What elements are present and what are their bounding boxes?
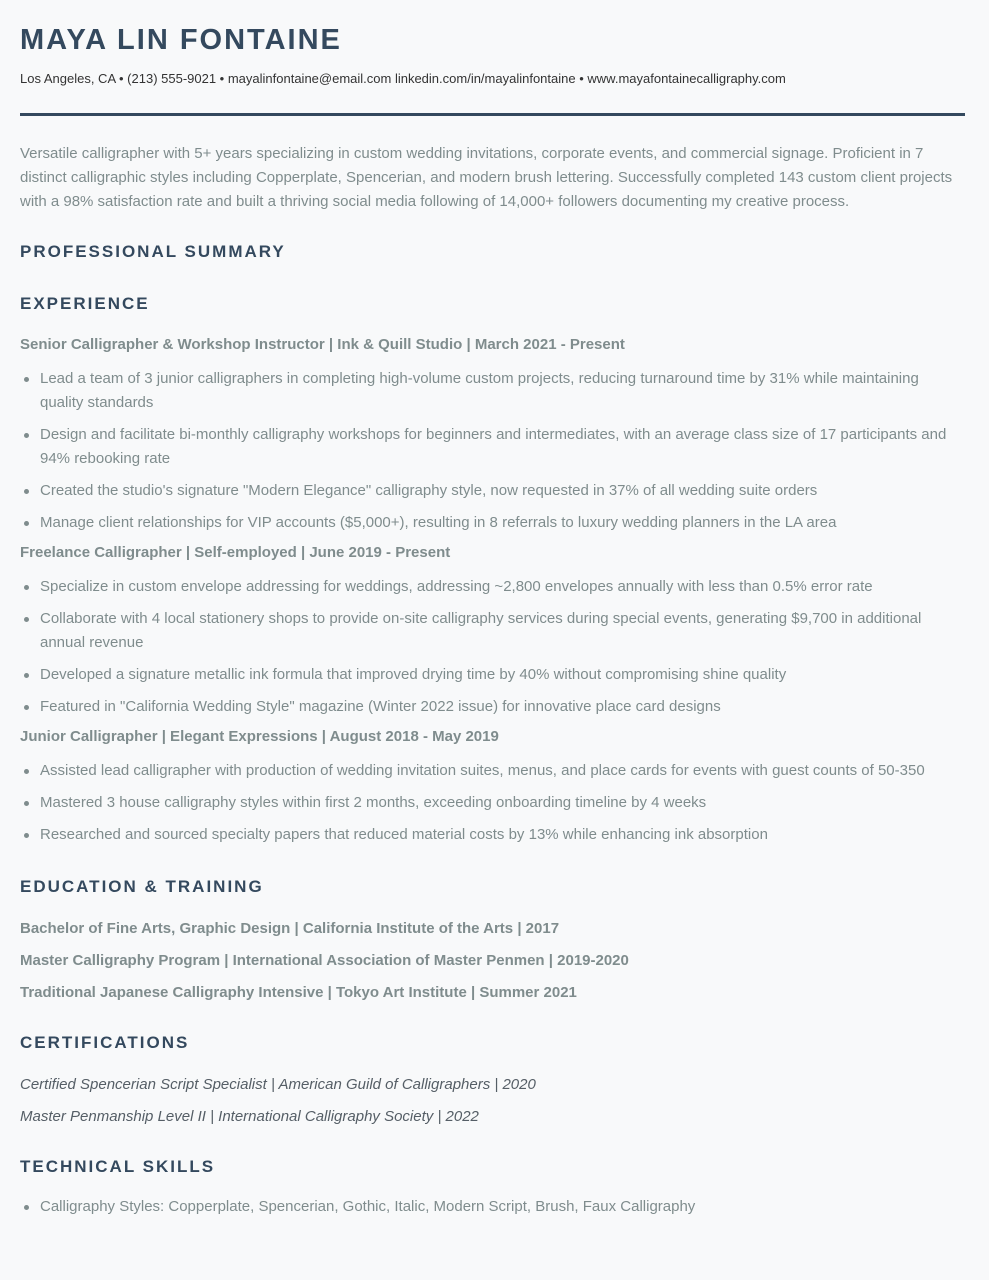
list-item: Developed a signature metallic ink formula that improved drying time by 40% without compromising shine quality — [20, 663, 965, 687]
job-entry — [20, 727, 969, 847]
certification-list — [20, 1075, 969, 1127]
job-bullets — [20, 759, 969, 847]
certification-item: Master Penmanship Level II | International Calligraphy Society | 2022 — [20, 1108, 479, 1125]
section-title-technical-skills: TECHNICAL SKILLS — [20, 1157, 216, 1176]
job-entry — [20, 543, 969, 719]
summary-paragraph: Versatile calligrapher with 5+ years specializing in custom wedding invitations, corporate events, and commercial signage. Proficient in 7 distinct calligraphic styles including Copperplate, Spencerian, and modern brush lettering. Successfully completed 143 custom client projects with a 98% satisfaction rate and built a thriving social media following of 14,000+ followers documenting my creative process. — [20, 145, 953, 210]
job-title: Senior Calligrapher & Workshop Instructor | Ink & Quill Studio | March 2021 - Present — [20, 336, 625, 353]
section-title-education: EDUCATION & TRAINING — [20, 877, 264, 896]
list-item: Assisted lead calligrapher with production of wedding invitation suites, menus, and place cards for events with guest counts of 50-350 — [20, 759, 965, 783]
list-item: Featured in "California Wedding Style" magazine (Winter 2022 issue) for innovative place card designs — [20, 695, 965, 719]
list-item: Specialize in custom envelope addressing for weddings, addressing ~2,800 envelopes annually with less than 0.5% error rate — [20, 575, 965, 599]
skills-list — [20, 1195, 969, 1219]
section-title-experience: EXPERIENCE — [20, 294, 150, 313]
list-item: Design and facilitate bi-monthly calligraphy workshops for beginners and intermediates, with an average class size of 17 participants and 94% rebooking rate — [20, 423, 965, 471]
list-item: Collaborate with 4 local stationery shops to provide on-site calligraphy services during special events, generating $9,700 in additional annual revenue — [20, 607, 965, 655]
section-title-certifications: CERTIFICATIONS — [20, 1033, 190, 1052]
education-item: Master Calligraphy Program | International Association of Master Penmen | 2019-2020 — [20, 952, 629, 969]
header-divider — [20, 113, 965, 116]
list-item: Manage client relationships for VIP accounts ($5,000+), resulting in 8 referrals to luxury wedding planners in the LA area — [20, 511, 965, 535]
certification-item: Certified Spencerian Script Specialist | American Guild of Calligraphers | 2020 — [20, 1076, 536, 1093]
list-item: Calligraphy Styles: Copperplate, Spencerian, Gothic, Italic, Modern Script, Brush, Faux Calligraphy — [20, 1195, 965, 1219]
list-item: Created the studio's signature "Modern Elegance" calligraphy style, now requested in 37% of all wedding suite orders — [20, 479, 965, 503]
job-bullets — [20, 575, 969, 719]
contact-line: Los Angeles, CA • (213) 555-9021 • mayalinfontaine@email.com linkedin.com/in/mayalinfontaine • www.mayafontainecalligraphy.com — [20, 71, 786, 86]
education-item: Traditional Japanese Calligraphy Intensive | Tokyo Art Institute | Summer 2021 — [20, 984, 577, 1001]
candidate-name: MAYA LIN FONTAINE — [20, 24, 342, 56]
job-title: Junior Calligrapher | Elegant Expressions | August 2018 - May 2019 — [20, 728, 499, 745]
section-title-professional-summary: PROFESSIONAL SUMMARY — [20, 242, 286, 261]
job-entry — [20, 335, 969, 535]
job-title: Freelance Calligrapher | Self-employed | June 2019 - Present — [20, 544, 451, 561]
list-item: Mastered 3 house calligraphy styles within first 2 months, exceeding onboarding timeline by 4 weeks — [20, 791, 965, 815]
list-item: Lead a team of 3 junior calligraphers in completing high-volume custom projects, reducing turnaround time by 31% while maintaining quality standards — [20, 367, 965, 415]
education-list — [20, 919, 969, 1003]
job-bullets — [20, 367, 969, 535]
list-item: Researched and sourced specialty papers that reduced material costs by 13% while enhancing ink absorption — [20, 823, 965, 847]
education-item: Bachelor of Fine Arts, Graphic Design | California Institute of the Arts | 2017 — [20, 920, 560, 937]
